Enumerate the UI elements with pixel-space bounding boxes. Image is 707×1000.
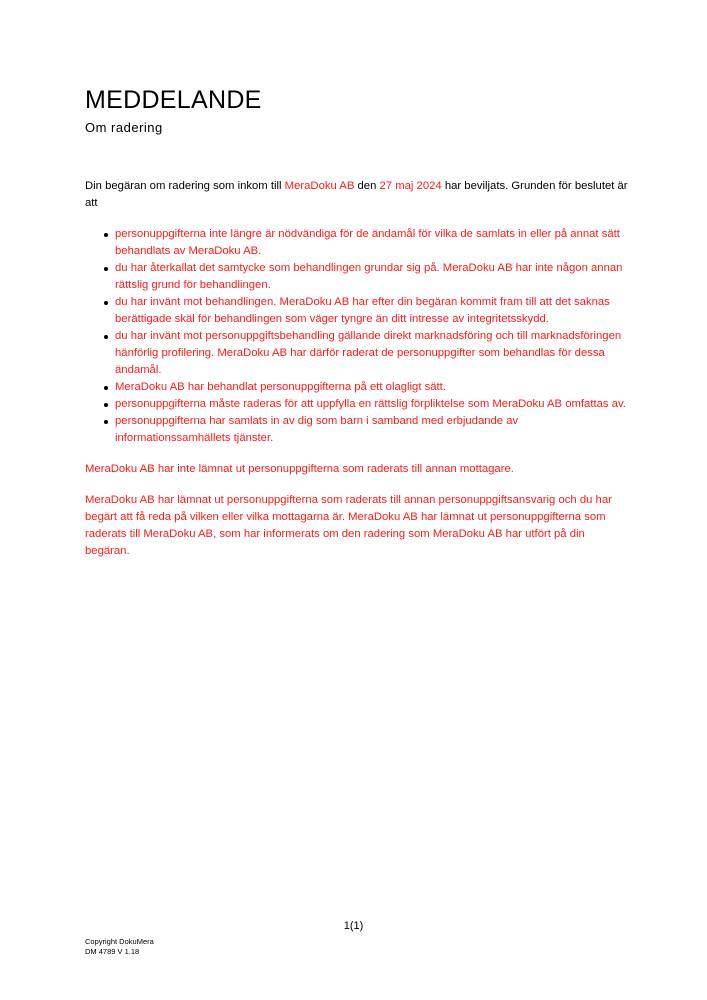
intro-text-1: Din begäran om radering som inkom till <box>85 180 285 192</box>
intro-text-2: den <box>354 180 380 192</box>
list-item <box>115 413 630 447</box>
bullet-icon <box>104 267 108 271</box>
document-title: MEDDELANDE <box>85 86 262 114</box>
bullet-icon <box>104 233 108 237</box>
list-item <box>115 328 630 379</box>
list-item <box>115 379 630 396</box>
list-item <box>115 294 630 328</box>
reason-text: du har invänt mot behandlingen. MeraDoku AB har efter din begäran kommit fram till att det saknas berättigade skäl för behandlingen som väger tyngre än ditt intresse av integritetsskydd. <box>115 296 610 325</box>
page-number: 1(1) <box>343 920 364 932</box>
document-subtitle: Om radering <box>85 120 163 135</box>
intro-text-3: har beviljats. Grunden för beslutet är att <box>85 180 628 209</box>
intro-paragraph <box>85 178 630 212</box>
disclosure-paragraph-none: MeraDoku AB har inte lämnat ut personuppgifterna som raderats till annan mottagare. <box>85 463 514 475</box>
reason-text: MeraDoku AB har behandlat personuppgifterna på ett olagligt sätt. <box>115 381 446 393</box>
bullet-icon <box>104 335 108 339</box>
bullet-icon <box>104 420 108 424</box>
footer <box>85 937 154 957</box>
copyright-text: Copyright DokuMera <box>85 937 154 946</box>
list-item <box>115 396 630 413</box>
company-name: MeraDoku AB <box>284 180 355 192</box>
reason-text: du har invänt mot personuppgiftsbehandling gällande direkt marknadsföring och till marknadsföringen hänförlig profilering. MeraDoku AB har därför raderat de personuppgifter som behandlas för dessa ändamål. <box>115 330 622 376</box>
bullet-icon <box>104 386 108 390</box>
document-id: DM 4789 V 1.18 <box>85 947 140 956</box>
request-date: 27 maj 2024 <box>379 180 442 192</box>
bullet-icon <box>104 301 108 305</box>
reasons-list <box>85 226 630 447</box>
reason-text: personuppgifterna inte längre är nödvändiga för de ändamål för vilka de samlats in eller på annat sätt behandlats av MeraDoku AB. <box>115 228 620 257</box>
reason-text: personuppgifterna har samlats in av dig som barn i samband med erbjudande av informationssamhällets tjänster. <box>115 415 519 444</box>
list-item <box>115 226 630 260</box>
list-item <box>115 260 630 294</box>
reason-text: du har återkallat det samtycke som behandlingen grundar sig på. MeraDoku AB har inte någon annan rättslig grund för behandlingen. <box>115 262 623 291</box>
document-body <box>85 178 630 574</box>
bullet-icon <box>104 403 108 407</box>
disclosure-paragraph-recipients: MeraDoku AB har lämnat ut personuppgifterna som raderats till annan personuppgiftsansvarig och du har begärt att få reda på vilken eller vilka mottagarna är. MeraDoku AB har lämnat ut personuppgifterna som raderats till MeraDoku AB, som har informerats om den radering som MeraDoku AB har utfört på din begäran. <box>85 494 612 557</box>
reason-text: personuppgifterna måste raderas för att uppfylla en rättslig förpliktelse som MeraDoku AB omfattas av. <box>115 398 626 410</box>
